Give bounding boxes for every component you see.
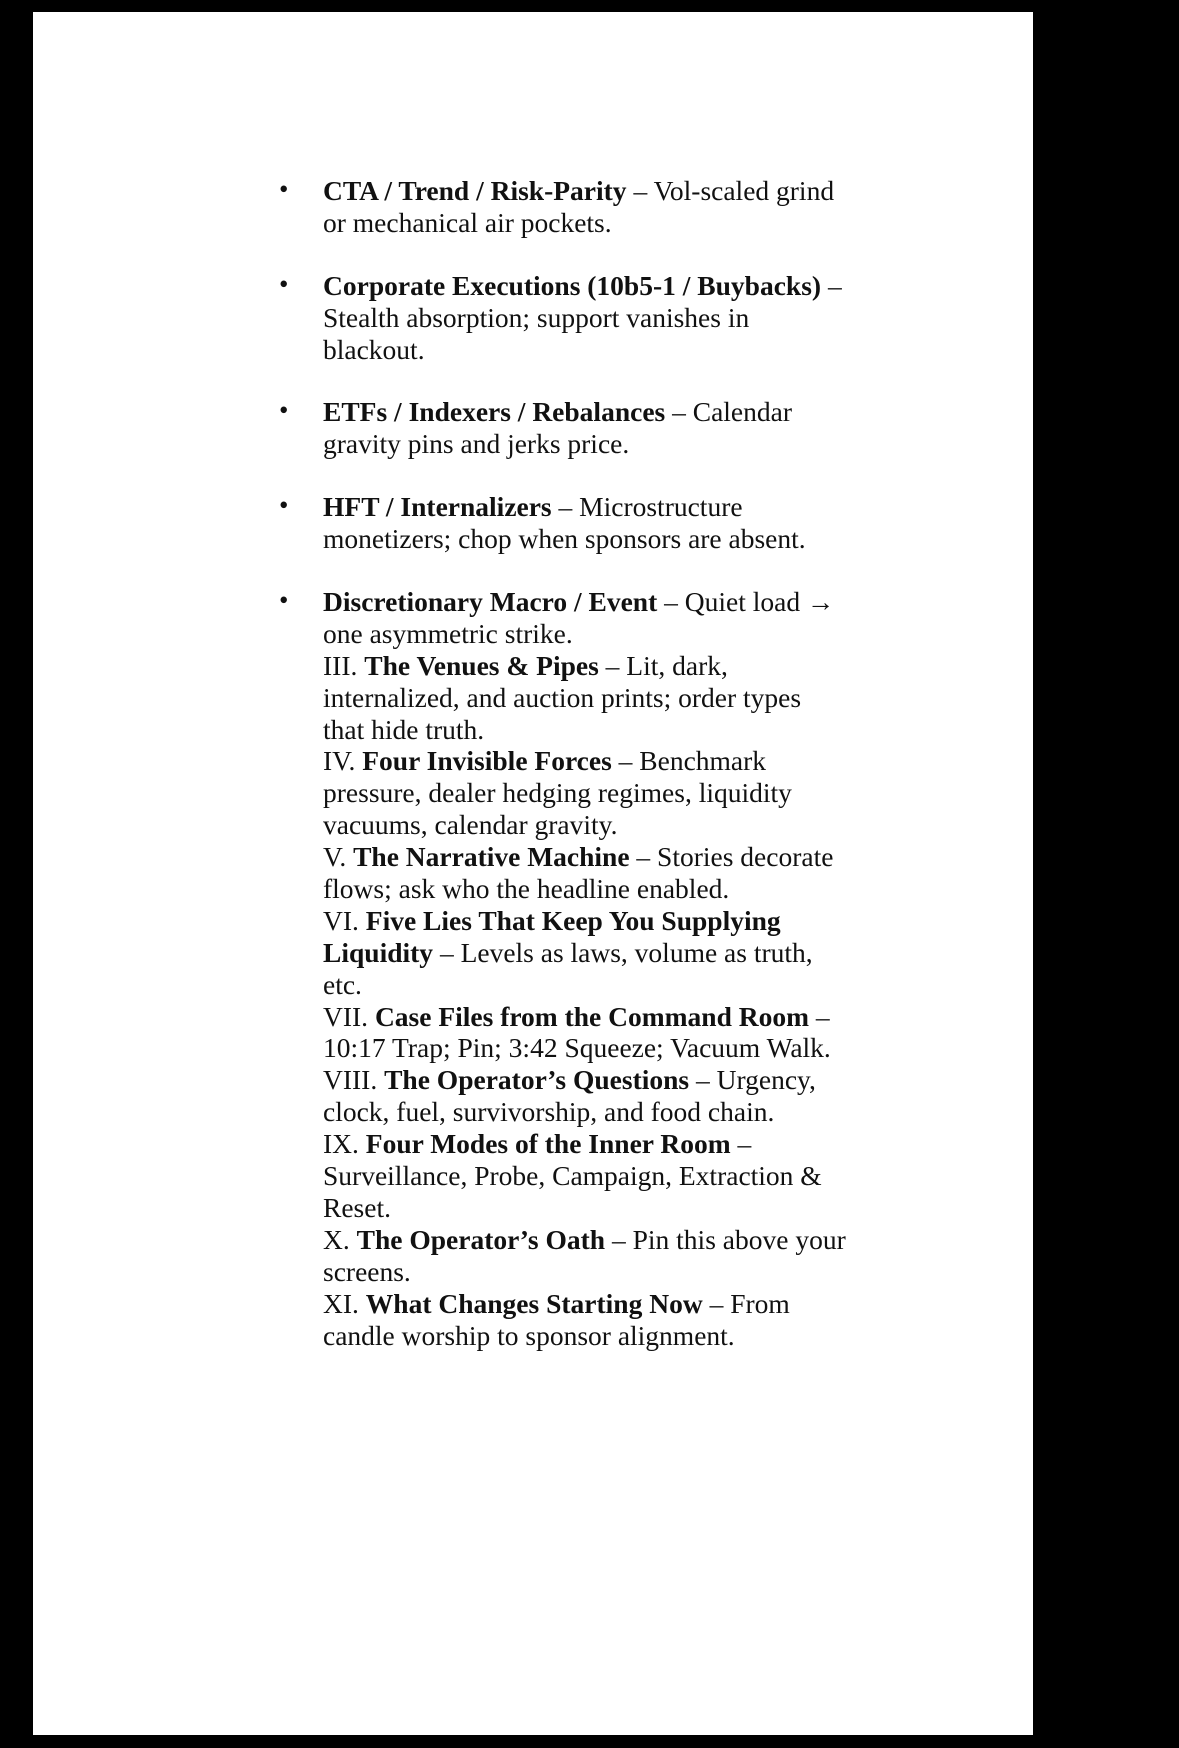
bullet-body: Vol-scaled grind or mechanical air pockets. bbox=[323, 175, 835, 238]
outline-title: What Changes Starting Now bbox=[365, 1287, 703, 1319]
outline-body: Urgency, clock, fuel, survivorship, and food chain. bbox=[323, 1064, 816, 1128]
outline-dash: – bbox=[433, 936, 461, 968]
bullet-glyph-icon: • bbox=[279, 395, 289, 426]
outline-dash: – bbox=[611, 745, 640, 777]
content-column bbox=[248, 175, 848, 1351]
outline-dash: – bbox=[689, 1064, 717, 1096]
bullet-lead-in: HFT / Internalizers bbox=[323, 491, 552, 523]
outline-entry bbox=[323, 1224, 848, 1288]
outline-body: Stories decorate flows; ask who the headline enabled. bbox=[323, 841, 834, 905]
bullet-lead-in: ETFs / Indexers / Rebalances bbox=[323, 396, 666, 428]
bullet-glyph-icon: • bbox=[279, 268, 289, 299]
outline-body: 10:17 Trap; Pin; 3:42 Squeeze; Vacuum Walk. bbox=[323, 1032, 831, 1064]
outline-entry bbox=[323, 745, 848, 841]
outline-dash: – bbox=[730, 1128, 752, 1160]
strategy-bullet-list bbox=[248, 175, 848, 1351]
outline-entry bbox=[323, 1001, 848, 1065]
bullet-body: Quiet load → one asymmetric strike. bbox=[323, 586, 835, 649]
document-page bbox=[33, 12, 1033, 1735]
bullet-body: Calendar gravity pins and jerks price. bbox=[323, 396, 792, 460]
roman-numeral-outline bbox=[323, 650, 848, 1352]
outline-title: The Narrative Machine bbox=[353, 841, 630, 873]
outline-entry bbox=[323, 1288, 848, 1352]
outline-title: Five Lies That Keep You Supplying Liquidity bbox=[323, 904, 781, 968]
outline-title: The Operator’s Questions bbox=[384, 1064, 690, 1096]
bullet-lead-in: CTA / Trend / Risk-Parity bbox=[323, 175, 627, 206]
outline-body: Levels as laws, volume as truth, etc. bbox=[323, 936, 813, 1000]
outline-dash: – bbox=[598, 649, 627, 681]
bullet-body: Stealth absorption; support vanishes in blackout. bbox=[323, 301, 750, 365]
outline-numeral: V. bbox=[323, 841, 347, 873]
outline-entry bbox=[323, 1128, 848, 1224]
list-item bbox=[248, 491, 848, 555]
bullet-dash: – bbox=[551, 491, 580, 523]
outline-numeral: VI. bbox=[323, 904, 359, 936]
outline-body: Pin this above your screens. bbox=[323, 1223, 846, 1287]
outline-title: The Venues & Pipes bbox=[364, 649, 599, 681]
outline-entry bbox=[323, 841, 848, 905]
outline-numeral: IX. bbox=[323, 1128, 359, 1160]
outline-numeral: IV. bbox=[323, 745, 356, 777]
bullet-glyph-icon: • bbox=[279, 490, 289, 521]
bullet-glyph-icon: • bbox=[279, 174, 289, 204]
bullet-dash: – bbox=[657, 586, 685, 618]
outline-dash: – bbox=[629, 841, 658, 873]
outline-entry bbox=[323, 1064, 848, 1128]
outline-title: Four Invisible Forces bbox=[362, 745, 612, 777]
outline-dash: – bbox=[809, 1000, 830, 1032]
outline-numeral: VII. bbox=[323, 1000, 369, 1032]
outline-numeral: X. bbox=[323, 1223, 350, 1255]
outline-numeral: XI. bbox=[323, 1287, 359, 1319]
outline-entry bbox=[323, 905, 848, 1001]
outline-body: Lit, dark, internalized, and auction prints; order types that hide truth. bbox=[323, 649, 802, 745]
list-item bbox=[248, 175, 848, 239]
outline-body: Benchmark pressure, dealer hedging regimes, liquidity vacuums, calendar gravity. bbox=[323, 745, 792, 841]
outline-numeral: VIII. bbox=[323, 1064, 378, 1096]
outline-numeral: III. bbox=[323, 649, 358, 681]
bullet-body: Microstructure monetizers; chop when sponsors are absent. bbox=[323, 491, 806, 555]
outline-entry bbox=[323, 650, 848, 746]
bullet-glyph-icon: • bbox=[279, 585, 289, 616]
outline-body: Surveillance, Probe, Campaign, Extraction & Reset. bbox=[323, 1160, 822, 1223]
bullet-lead-in: Corporate Executions (10b5-1 / Buybacks) bbox=[323, 269, 822, 301]
bullet-dash: – bbox=[821, 269, 842, 301]
bullet-dash: – bbox=[665, 396, 693, 428]
list-item bbox=[248, 270, 848, 366]
outline-dash: – bbox=[702, 1287, 731, 1319]
bullet-lead-in: Discretionary Macro / Event bbox=[323, 586, 658, 618]
outline-title: Case Files from the Command Room bbox=[374, 1000, 810, 1032]
outline-body: From candle worship to sponsor alignment. bbox=[323, 1287, 790, 1351]
outline-title: The Operator’s Oath bbox=[356, 1223, 606, 1255]
list-item bbox=[248, 586, 848, 1351]
list-item bbox=[248, 396, 848, 460]
outline-dash: – bbox=[605, 1223, 633, 1255]
outline-title: Four Modes of the Inner Room bbox=[365, 1128, 731, 1160]
bullet-dash: – bbox=[626, 175, 654, 206]
